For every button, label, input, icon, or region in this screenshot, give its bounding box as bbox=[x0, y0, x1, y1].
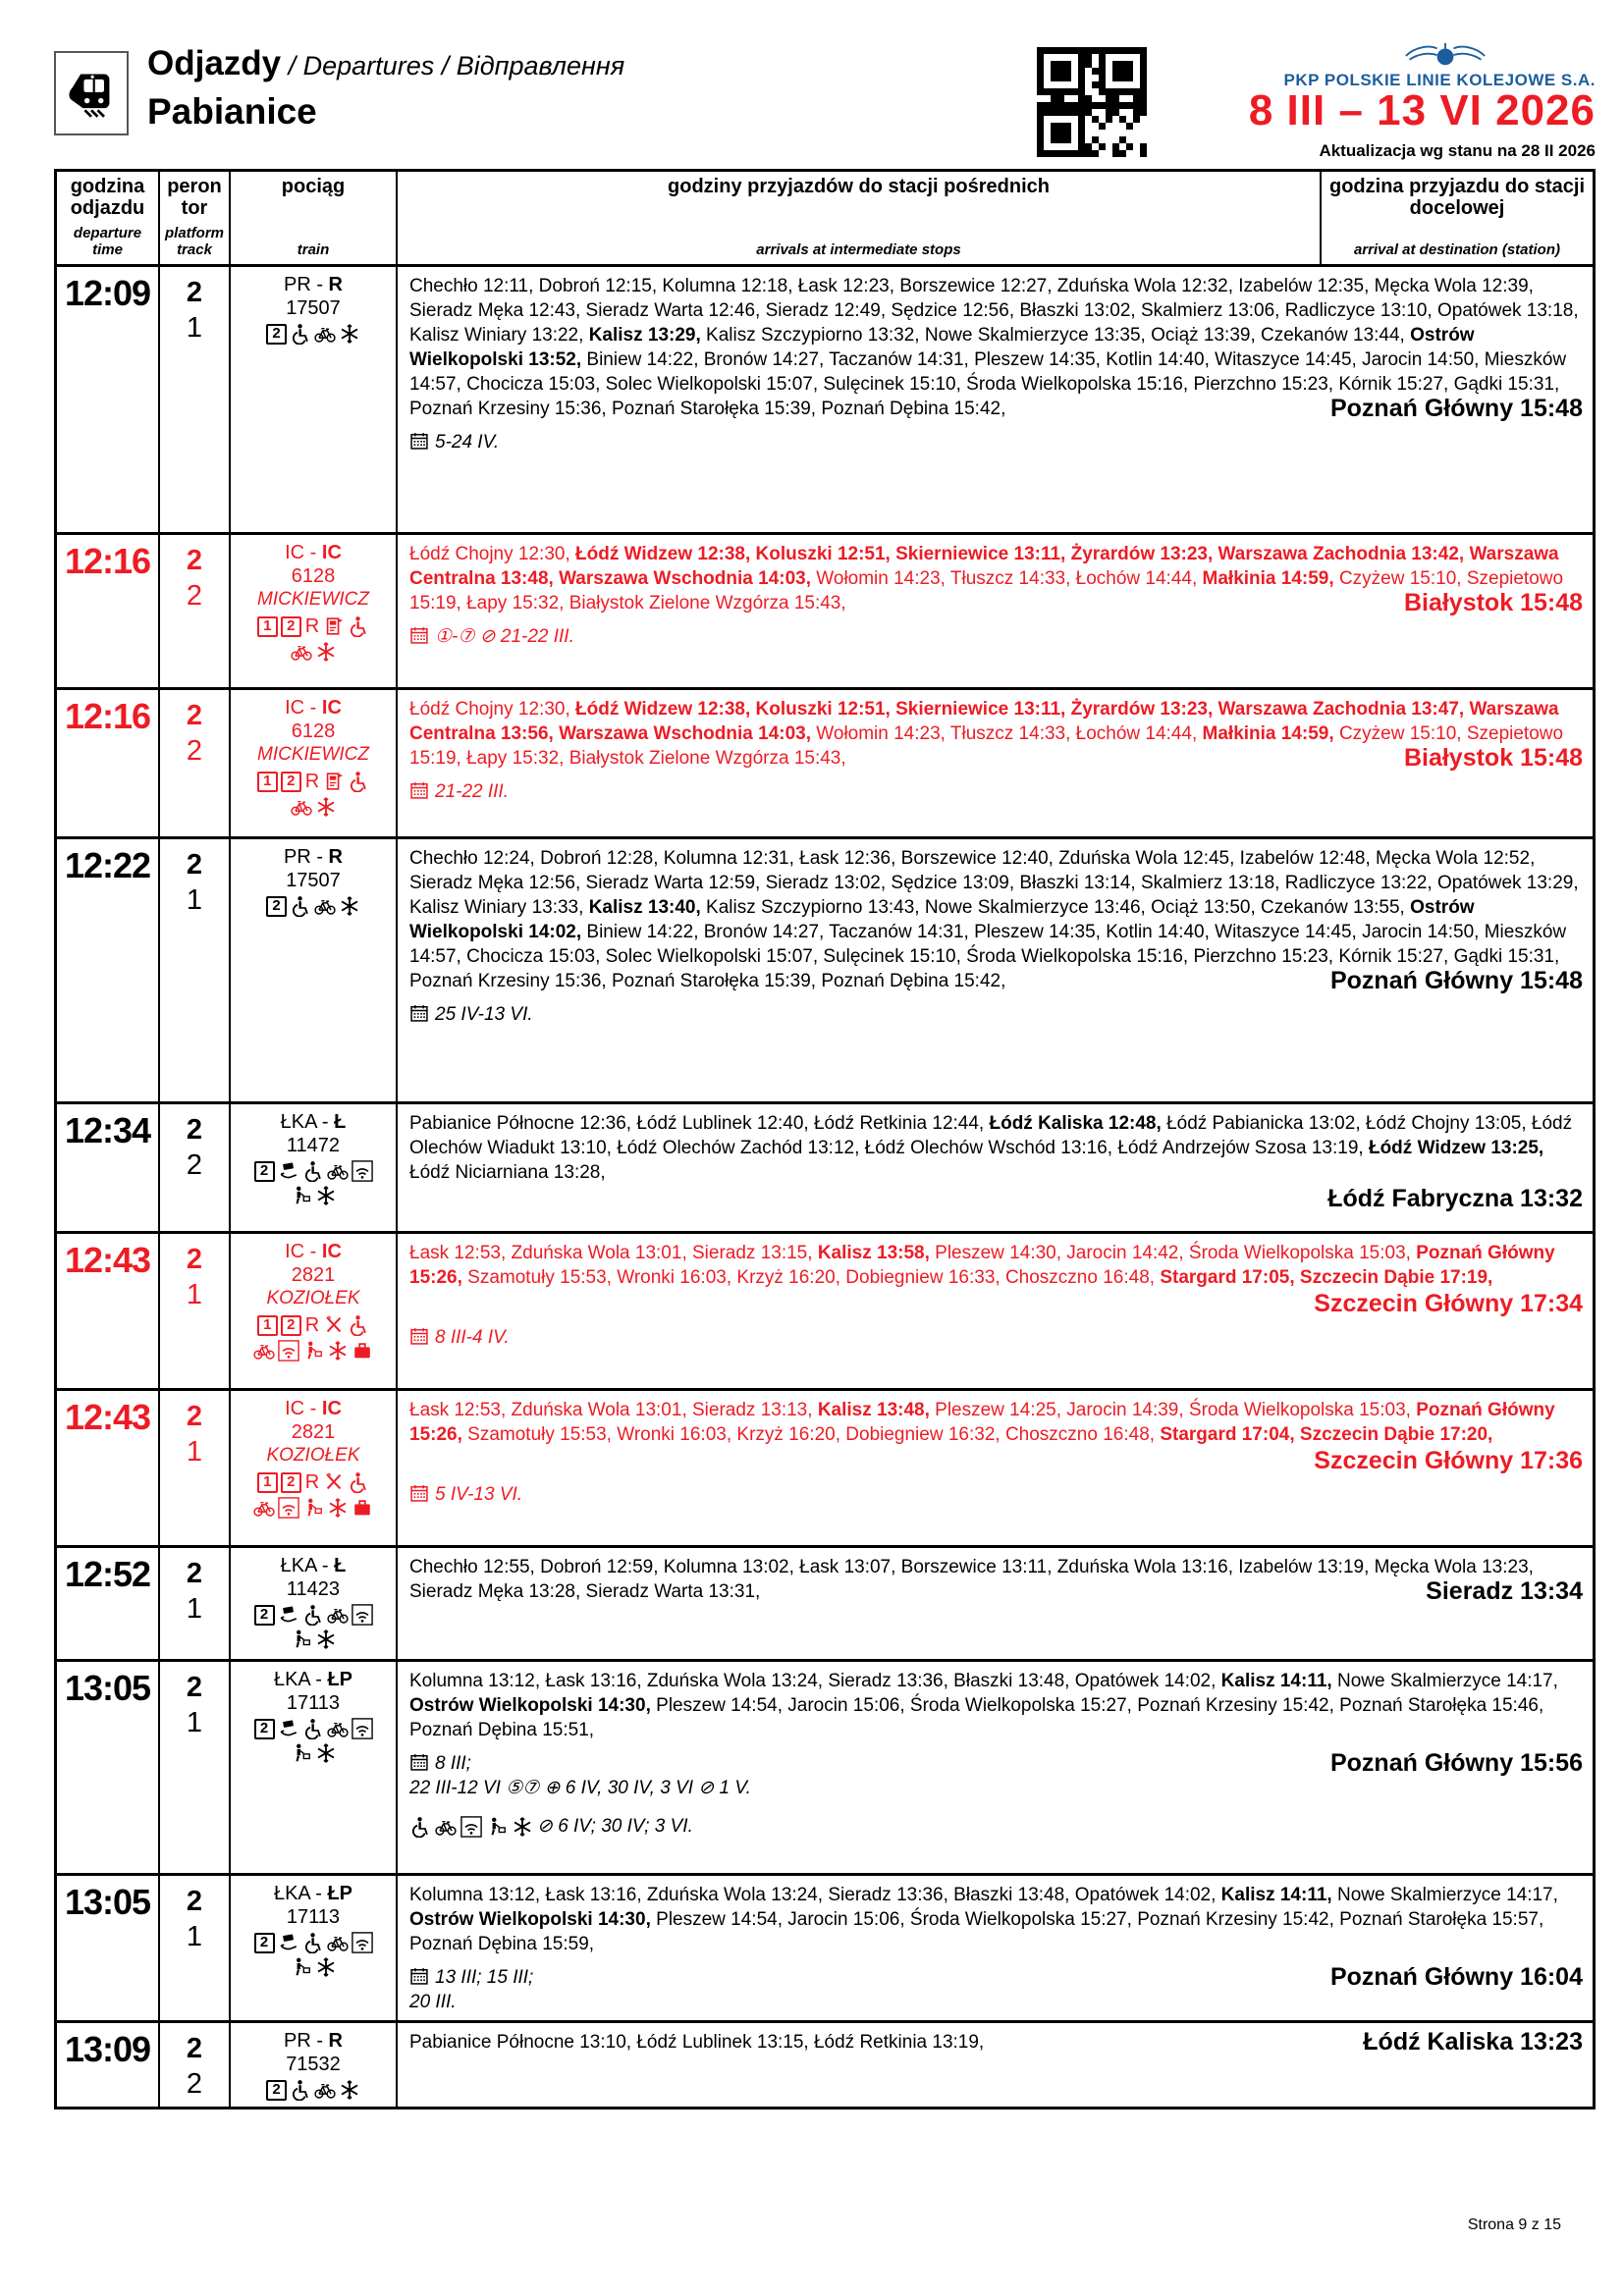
train-service-icons bbox=[233, 1313, 394, 1337]
class-1-icon: 1 bbox=[257, 1315, 278, 1336]
train-category: PR - R bbox=[283, 2030, 343, 2052]
stops-text: Łask 12:53, Zduńska Wola 13:01, Sieradz 13:13, Kalisz 13:48, Pleszew 14:25, Jarocin 14:39, Środa Wielkopolska 15:03, Poznań Główny 15:26, Szamotuły 15:53, Wronki 16:03, Krzyż 16:20, Dobiegniew 16:32, Choszczno 16:48, Stargard 17:04, Szczecin Dąbie 17:20, Szczecin Główny 17:36 bbox=[409, 1400, 1583, 1474]
train-name: MICKIEWICZ bbox=[257, 744, 369, 765]
bicycle-icon bbox=[291, 641, 312, 663]
timetable-row bbox=[57, 836, 1593, 1101]
stops-and-destination bbox=[396, 535, 1593, 687]
platform-number: 2 bbox=[186, 1244, 203, 1275]
bicycle-icon bbox=[253, 1340, 275, 1362]
wheelchair-icon bbox=[302, 1160, 324, 1182]
page-title-translations: / Departures / Відправлення bbox=[281, 51, 625, 80]
bicycle-icon bbox=[314, 895, 336, 917]
train-info bbox=[229, 1548, 396, 1659]
calendar-notes bbox=[409, 779, 1583, 804]
ticket-office-icon bbox=[323, 615, 345, 637]
train-category: IC - IC bbox=[285, 542, 342, 563]
train-number: 71532 bbox=[286, 2054, 341, 2075]
train-category: IC - IC bbox=[285, 697, 342, 719]
restriction-dates: ⊘ 6 IV; 30 IV; 3 VI. bbox=[537, 1816, 693, 1837]
operator-name: PKP POLSKIE LINIE KOLEJOWE S.A. bbox=[1283, 71, 1596, 89]
calendar-note: 5 IV-13 VI. bbox=[409, 1482, 1583, 1507]
conductor-icon bbox=[302, 1340, 324, 1362]
train-service-icons bbox=[233, 1185, 394, 1206]
class-2-icon: 2 bbox=[281, 1472, 301, 1493]
train-number: 6128 bbox=[291, 565, 336, 587]
stops-and-destination bbox=[396, 1548, 1593, 1659]
train-number: 17113 bbox=[286, 1692, 341, 1714]
col-header-destination: godzina przyjazdu do stacji docelowej arrival at destination (station) bbox=[1320, 172, 1593, 264]
train-info bbox=[229, 1876, 396, 2020]
calendar-note: 22 III-12 VI ⑤⑦ ⊕ 6 IV, 30 IV, 3 VI ⊘ 1 V. bbox=[409, 1778, 751, 1798]
departure-time: 12:16 bbox=[65, 696, 151, 736]
calendar-icon bbox=[409, 1966, 429, 1986]
calendar-note: 5-24 IV. bbox=[409, 430, 1583, 454]
snowflake-icon bbox=[339, 2079, 360, 2101]
timetable-row bbox=[57, 1388, 1593, 1545]
calendar-icon bbox=[409, 625, 429, 645]
platform-track bbox=[158, 1391, 229, 1545]
class-2-icon: 2 bbox=[254, 1933, 275, 1953]
bicycle-icon bbox=[314, 323, 336, 345]
ticket-sale-icon bbox=[278, 1932, 299, 1953]
stops-text: Łódź Chojny 12:30, Łódź Widzew 12:38, Koluszki 12:51, Skierniewice 13:11, Żyrardów 13:23, Warszawa Zachodnia 13:42, Warszawa Centralna 13:48, Warszawa Wschodnia 14:03, Wołomin 14:23, Tłuszcz 14:33, Łochów 14:44, Małkinia 14:59, Czyżew 15:10, Szepietowo 15:19, Łapy 15:32, Białystok Zielone Wzgórza 15:43, Białystok 15:48 bbox=[409, 544, 1583, 616]
restricted-service-icons bbox=[409, 1814, 1583, 1839]
calendar-icon bbox=[409, 1003, 429, 1023]
platform-number: 2 bbox=[186, 545, 203, 576]
platform-number: 2 bbox=[186, 1558, 203, 1589]
destination: Poznań Główny 15:56 bbox=[1329, 1749, 1583, 1777]
train-service-icons bbox=[233, 1742, 394, 1764]
departure-time: 12:09 bbox=[65, 273, 151, 313]
station-logo-box bbox=[54, 51, 129, 135]
wheelchair-icon bbox=[302, 1718, 324, 1739]
page-title: Odjazdy bbox=[147, 44, 282, 82]
stops-text: Chechło 12:11, Dobroń 12:15, Kolumna 12:18, Łask 12:23, Borszewice 12:27, Zduńska Wola 12:32, Izabelów 12:35, Męcka Wola 12:39, Sieradz Męka 12:43, Sieradz Warta 12:46, Sieradz 12:49, Sędzice 12:56, Błaszki 13:02, Skalmierz 13:06, Radliczyce 13:10, Opatówek 13:18, Kalisz Winiary 13:22, Kalisz 13:29, Kalisz Szczypiorno 13:32, Nowe Skalmierzyce 13:35, Ociąż 13:39, Czekanów 13:44, Ostrów Wielkopolski 13:52, Biniew 14:22, Bronów 14:27, Taczanów 14:31, Pleszew 14:35, Kotlin 14:40, Witaszyce 14:45, Jarocin 14:50, Mieszków 14:57, Chocicza 15:03, Solec Wielkopolski 15:07, Sulęcinek 15:10, Środa Wielkopolska 15:16, Pierzchno 15:23, Kórnik 15:27, Gądki 15:31, Poznań Krzesiny 15:36, Poznań Starołęka 15:39, Poznań Dębina 15:42, Poznań Główny 15:48 bbox=[409, 276, 1583, 422]
bicycle-icon bbox=[435, 1816, 457, 1838]
stops-text: Pabianice Północne 13:10, Łódź Lublinek 13:15, Łódź Retkinia 13:19, Łódź Kaliska 13:23 bbox=[409, 2028, 1583, 2056]
wheelchair-icon bbox=[348, 1314, 369, 1336]
bicycle-icon bbox=[253, 1497, 275, 1519]
class-2-icon: 2 bbox=[266, 896, 287, 917]
platform-track bbox=[158, 535, 229, 687]
track-number: 1 bbox=[186, 1921, 203, 1952]
timetable-row bbox=[57, 1101, 1593, 1231]
ticket-office-icon bbox=[323, 771, 345, 792]
train-service-icons bbox=[233, 1160, 394, 1182]
platform-number: 2 bbox=[186, 700, 203, 731]
wifi-icon bbox=[460, 1816, 482, 1838]
calendar-icon bbox=[409, 780, 429, 800]
wifi-icon bbox=[352, 1160, 373, 1182]
train-number: 2821 bbox=[291, 1421, 336, 1443]
train-service-icons bbox=[233, 614, 394, 638]
platform-number: 2 bbox=[186, 1672, 203, 1703]
train-service-icons bbox=[233, 1956, 394, 1978]
train-number: 17507 bbox=[286, 297, 341, 319]
col-header-departure-time: godzina odjazdu departure time bbox=[70, 176, 145, 258]
bicycle-icon bbox=[291, 796, 312, 818]
bicycle-icon bbox=[327, 1160, 349, 1182]
departure-time: 13:05 bbox=[65, 1882, 151, 1922]
conductor-icon bbox=[486, 1816, 508, 1838]
snowflake-icon bbox=[315, 1956, 337, 1978]
wifi-icon bbox=[352, 1932, 373, 1953]
platform-track bbox=[158, 267, 229, 532]
wheelchair-icon bbox=[302, 1932, 324, 1953]
stops-text: Łódź Chojny 12:30, Łódź Widzew 12:38, Koluszki 12:51, Skierniewice 13:11, Żyrardów 13:23, Warszawa Zachodnia 13:47, Warszawa Centralna 13:56, Warszawa Wschodnia 14:03, Wołomin 14:23, Tłuszcz 14:33, Łochów 14:44, Małkinia 14:59, Czyżew 15:10, Szepietowo 15:19, Łapy 15:32, Białystok Zielone Wzgórza 15:43, Białystok 15:48 bbox=[409, 699, 1583, 772]
stops-and-destination bbox=[396, 1662, 1593, 1873]
train-name: MICKIEWICZ bbox=[257, 589, 369, 610]
track-number: 1 bbox=[186, 312, 203, 344]
snowflake-icon bbox=[339, 895, 360, 917]
train-name: KOZIOŁEK bbox=[266, 1288, 360, 1308]
snowflake-icon bbox=[315, 641, 337, 663]
calendar-note: 8 III-4 IV. bbox=[409, 1325, 1583, 1350]
wheelchair-icon bbox=[290, 2079, 311, 2101]
platform-track bbox=[158, 839, 229, 1101]
track-number: 1 bbox=[186, 884, 203, 916]
calendar-notes bbox=[409, 1002, 1583, 1027]
train-number: 17507 bbox=[286, 870, 341, 891]
calendar-icon bbox=[409, 1752, 429, 1772]
conductor-icon bbox=[302, 1497, 324, 1519]
snowflake-icon bbox=[512, 1816, 533, 1838]
reservation-icon: R bbox=[304, 771, 320, 792]
reservation-icon: R bbox=[304, 1471, 320, 1493]
calendar-note: 21-22 III. bbox=[409, 779, 1583, 804]
train-info bbox=[229, 1662, 396, 1873]
col-header-train: pociąg train bbox=[229, 172, 396, 264]
qr-code bbox=[1037, 47, 1147, 157]
platform-track bbox=[158, 1662, 229, 1873]
table-header-row bbox=[57, 172, 1593, 267]
calendar-notes bbox=[409, 1482, 1583, 1507]
calendar-notes bbox=[409, 1965, 1583, 2014]
class-2-icon: 2 bbox=[281, 616, 301, 637]
train-category: ŁKA - Ł bbox=[280, 1111, 347, 1133]
destination: Szczecin Główny 17:34 bbox=[1314, 1290, 1583, 1317]
class-2-icon: 2 bbox=[281, 1315, 301, 1336]
departure-time: 13:05 bbox=[65, 1668, 151, 1708]
train-info bbox=[229, 1234, 396, 1388]
class-2-icon: 2 bbox=[266, 324, 287, 345]
track-number: 2 bbox=[186, 735, 203, 767]
col-header-intermediate-stops: godziny przyjazdów do stacji pośrednich arrivals at intermediate stops bbox=[396, 172, 1320, 264]
col-header-platform-track: peron tor platform track bbox=[158, 172, 229, 264]
destination: Poznań Główny 15:48 bbox=[1329, 395, 1583, 422]
snowflake-icon bbox=[315, 796, 337, 818]
class-2-icon: 2 bbox=[254, 1719, 275, 1739]
platform-number: 2 bbox=[186, 277, 203, 308]
ticket-sale-icon bbox=[278, 1160, 299, 1182]
calendar-notes bbox=[409, 1325, 1583, 1350]
stops-text: Kolumna 13:12, Łask 13:16, Zduńska Wola 13:24, Sieradz 13:36, Błaszki 13:48, Opatówek 14:02, Kalisz 14:11, Nowe Skalmierzyce 14:17, Ostrów Wielkopolski 14:30, Pleszew 14:54, Jarocin 15:06, Środa Wielkopolska 15:27, Poznań Krzesiny 15:42, Poznań Starołęka 15:46, Poznań Dębina 15:51, bbox=[409, 1671, 1558, 1740]
train-number: 17113 bbox=[286, 1906, 341, 1928]
reservation-icon: R bbox=[304, 615, 320, 637]
platform-number: 2 bbox=[186, 1401, 203, 1432]
train-service-icons bbox=[233, 1629, 394, 1650]
train-service-icons bbox=[233, 2079, 394, 2101]
train-icon bbox=[66, 65, 117, 122]
departure-time: 12:52 bbox=[65, 1554, 151, 1594]
wheelchair-icon bbox=[290, 895, 311, 917]
destination: Białystok 15:48 bbox=[1403, 589, 1583, 616]
departure-time: 12:43 bbox=[65, 1397, 151, 1437]
stops-text: Chechło 12:24, Dobroń 12:28, Kolumna 12:31, Łask 12:36, Borszewice 12:40, Zduńska Wola 12:45, Izabelów 12:48, Męcka Wola 12:52, Sieradz Męka 12:56, Sieradz Warta 12:59, Sieradz 13:02, Sędzice 13:09, Błaszki 13:14, Skalmierz 13:18, Radliczyce 13:22, Opatówek 13:29, Kalisz Winiary 13:33, Kalisz 13:40, Kalisz Szczypiorno 13:43, Nowe Skalmierzyce 13:46, Ociąż 13:50, Czekanów 13:55, Ostrów Wielkopolski 14:02, Biniew 14:22, Bronów 14:27, Taczanów 14:31, Pleszew 14:35, Kotlin 14:40, Witaszyce 14:45, Jarocin 14:50, Mieszków 14:57, Chocicza 15:03, Solec Wielkopolski 15:07, Sulęcinek 15:10, Środa Wielkopolska 15:16, Pierzchno 15:23, Kórnik 15:27, Gądki 15:31, Poznań Krzesiny 15:36, Poznań Starołęka 15:39, Poznań Dębina 15:42, Poznań Główny 15:48 bbox=[409, 848, 1583, 994]
track-number: 2 bbox=[186, 2068, 203, 2100]
destination: Poznań Główny 16:04 bbox=[1329, 1963, 1583, 1991]
train-service-icons bbox=[233, 796, 394, 818]
platform-track bbox=[158, 2023, 229, 2107]
destination: Białystok 15:48 bbox=[1403, 744, 1583, 772]
restaurant-icon bbox=[323, 1471, 345, 1493]
conductor-icon bbox=[291, 1742, 312, 1764]
table-body bbox=[57, 267, 1593, 2107]
train-category: IC - IC bbox=[285, 1241, 342, 1262]
train-number: 6128 bbox=[291, 721, 336, 742]
class-2-icon: 2 bbox=[254, 1161, 275, 1182]
train-number: 11423 bbox=[286, 1578, 341, 1600]
timetable-row bbox=[57, 267, 1593, 532]
departure-time: 12:22 bbox=[65, 845, 151, 885]
calendar-note: 8 III; bbox=[409, 1751, 1583, 1776]
snowflake-icon bbox=[339, 323, 360, 345]
departure-time: 12:34 bbox=[65, 1110, 151, 1150]
track-number: 1 bbox=[186, 1707, 203, 1738]
stops-and-destination bbox=[396, 2023, 1593, 2107]
reservation-icon: R bbox=[304, 1314, 320, 1336]
bicycle-icon bbox=[327, 1932, 349, 1953]
station-name: Pabianice bbox=[147, 91, 317, 132]
train-number: 2821 bbox=[291, 1264, 336, 1286]
wheelchair-icon bbox=[409, 1816, 431, 1838]
train-info bbox=[229, 1104, 396, 1231]
train-category: ŁKA - ŁP bbox=[273, 1883, 353, 1904]
platform-number: 2 bbox=[186, 1114, 203, 1146]
departure-time: 12:16 bbox=[65, 541, 151, 581]
train-info bbox=[229, 690, 396, 836]
operator-brand bbox=[1284, 41, 1596, 90]
platform-number: 2 bbox=[186, 1886, 203, 1917]
departure-time: 13:09 bbox=[65, 2029, 151, 2069]
calendar-icon bbox=[409, 1483, 429, 1503]
train-service-icons bbox=[233, 895, 394, 917]
class-2-icon: 2 bbox=[266, 2080, 287, 2101]
wheelchair-icon bbox=[302, 1604, 324, 1626]
conductor-icon bbox=[291, 1956, 312, 1978]
timetable-row bbox=[57, 687, 1593, 836]
ticket-sale-icon bbox=[278, 1604, 299, 1626]
class-2-icon: 2 bbox=[254, 1605, 275, 1626]
bicycle-icon bbox=[327, 1604, 349, 1626]
stops-and-destination bbox=[396, 267, 1593, 532]
train-info bbox=[229, 267, 396, 532]
train-category: IC - IC bbox=[285, 1398, 342, 1419]
train-number: 11472 bbox=[286, 1135, 341, 1156]
validity-period: 8 III – 13 VI 2026 bbox=[1248, 86, 1596, 134]
train-category: PR - R bbox=[283, 274, 343, 295]
track-number: 2 bbox=[186, 1149, 203, 1181]
timetable-row bbox=[57, 1659, 1593, 1873]
calendar-notes bbox=[409, 430, 1583, 454]
wheelchair-icon bbox=[348, 771, 369, 792]
platform-number: 2 bbox=[186, 2033, 203, 2064]
stops-text: Pabianice Północne 12:36, Łódź Lublinek 12:40, Łódź Retkinia 12:44, Łódź Kaliska 12:48, Łódź Pabianicka 13:02, Łódź Chojny 13:05, Łódź Olechów Wiadukt 13:10, Łódź Olechów Zachód 13:12, Łódź Olechów Wschód 13:16, Łódź Andrzejów Szosa 13:19, Łódź Widzew 13:25, Łódź Niciarniana 13:28, Łódź Fabryczna 13:32 bbox=[409, 1113, 1583, 1212]
class-1-icon: 1 bbox=[257, 1472, 278, 1493]
class-1-icon: 1 bbox=[257, 772, 278, 792]
platform-number: 2 bbox=[186, 849, 203, 881]
stops-text: Łask 12:53, Zduńska Wola 13:01, Sieradz 13:15, Kalisz 13:58, Pleszew 14:30, Jarocin 14:42, Środa Wielkopolska 15:03, Poznań Główny 15:26, Szamotuły 15:53, Wronki 16:03, Krzyż 16:20, Dobiegniew 16:33, Choszczno 16:48, Stargard 17:05, Szczecin Dąbie 17:19, Szczecin Główny 17:34 bbox=[409, 1243, 1583, 1317]
snowflake-icon bbox=[327, 1340, 349, 1362]
update-note: Aktualizacja wg stanu na 28 II 2026 bbox=[1319, 141, 1596, 160]
snowflake-icon bbox=[327, 1497, 349, 1519]
snowflake-icon bbox=[315, 1629, 337, 1650]
page-number: Strona 9 z 15 bbox=[1467, 2216, 1561, 2233]
pkp-eagle-icon bbox=[1403, 41, 1488, 69]
calendar-note: ①-⑦ ⊘ 21-22 III. bbox=[409, 624, 1583, 649]
wifi-icon bbox=[278, 1340, 299, 1362]
platform-track bbox=[158, 1548, 229, 1659]
stops-and-destination bbox=[396, 690, 1593, 836]
train-service-icons bbox=[233, 641, 394, 663]
track-number: 1 bbox=[186, 1436, 203, 1468]
train-info bbox=[229, 535, 396, 687]
timetable-row bbox=[57, 2020, 1593, 2107]
track-number: 1 bbox=[186, 1279, 203, 1310]
platform-track bbox=[158, 1876, 229, 2020]
train-info bbox=[229, 839, 396, 1101]
class-2-icon: 2 bbox=[281, 772, 301, 792]
page-header bbox=[147, 43, 624, 133]
wheelchair-icon bbox=[290, 323, 311, 345]
platform-track bbox=[158, 690, 229, 836]
stops-and-destination bbox=[396, 839, 1593, 1101]
departure-time: 12:43 bbox=[65, 1240, 151, 1280]
wheelchair-icon bbox=[348, 615, 369, 637]
wheelchair-icon bbox=[348, 1471, 369, 1493]
wifi-icon bbox=[278, 1497, 299, 1519]
snowflake-icon bbox=[315, 1185, 337, 1206]
track-number: 1 bbox=[186, 1593, 203, 1625]
wifi-icon bbox=[352, 1718, 373, 1739]
train-info bbox=[229, 1391, 396, 1545]
destination: Łódź Fabryczna 13:32 bbox=[1327, 1185, 1583, 1212]
train-category: PR - R bbox=[283, 846, 343, 868]
timetable-row bbox=[57, 532, 1593, 687]
restaurant-icon bbox=[323, 1314, 345, 1336]
luggage-icon bbox=[352, 1340, 373, 1362]
stops-text: Kolumna 13:12, Łask 13:16, Zduńska Wola 13:24, Sieradz 13:36, Błaszki 13:48, Opatówek 14:02, Kalisz 14:11, Nowe Skalmierzyce 14:17, Ostrów Wielkopolski 14:30, Pleszew 14:54, Jarocin 15:06, Środa Wielkopolska 15:27, Poznań Krzesiny 15:42, Poznań Starołęka 15:57, Poznań Dębina 15:59, bbox=[409, 1885, 1558, 1954]
conductor-icon bbox=[291, 1185, 312, 1206]
snowflake-icon bbox=[315, 1742, 337, 1764]
track-number: 2 bbox=[186, 580, 203, 612]
timetable-row bbox=[57, 1231, 1593, 1388]
timetable-row bbox=[57, 1873, 1593, 2020]
class-1-icon: 1 bbox=[257, 616, 278, 637]
destination: Szczecin Główny 17:36 bbox=[1314, 1447, 1583, 1474]
train-service-icons bbox=[233, 1932, 394, 1953]
calendar-icon bbox=[409, 431, 429, 451]
train-name: KOZIOŁEK bbox=[266, 1445, 360, 1466]
calendar-note: 13 III; 15 III; bbox=[409, 1965, 1583, 1990]
bicycle-icon bbox=[314, 2079, 336, 2101]
destination: Sieradz 13:34 bbox=[1426, 1577, 1583, 1605]
calendar-notes bbox=[409, 1751, 1583, 1839]
stops-and-destination bbox=[396, 1876, 1593, 2020]
train-service-icons bbox=[233, 1470, 394, 1494]
train-service-icons bbox=[233, 1497, 394, 1519]
destination: Łódź Kaliska 13:23 bbox=[1363, 2028, 1583, 2056]
wifi-icon bbox=[352, 1604, 373, 1626]
stops-and-destination bbox=[396, 1391, 1593, 1545]
train-service-icons bbox=[233, 1604, 394, 1626]
train-service-icons bbox=[233, 1340, 394, 1362]
ticket-sale-icon bbox=[278, 1718, 299, 1739]
destination: Poznań Główny 15:48 bbox=[1329, 967, 1583, 994]
stops-and-destination bbox=[396, 1104, 1593, 1231]
departures-table bbox=[54, 169, 1596, 2109]
train-category: ŁKA - Ł bbox=[280, 1555, 347, 1576]
conductor-icon bbox=[291, 1629, 312, 1650]
calendar-notes bbox=[409, 624, 1583, 649]
calendar-icon bbox=[409, 1326, 429, 1346]
bicycle-icon bbox=[327, 1718, 349, 1739]
train-service-icons bbox=[233, 770, 394, 793]
stops-and-destination bbox=[396, 1234, 1593, 1388]
calendar-note: 25 IV-13 VI. bbox=[409, 1002, 1583, 1027]
train-service-icons bbox=[233, 323, 394, 345]
platform-track bbox=[158, 1234, 229, 1388]
timetable-row bbox=[57, 1545, 1593, 1659]
luggage-icon bbox=[352, 1497, 373, 1519]
train-category: ŁKA - ŁP bbox=[273, 1669, 353, 1690]
calendar-note: 20 III. bbox=[409, 1992, 457, 2012]
stops-text: Chechło 12:55, Dobroń 12:59, Kolumna 13:02, Łask 13:07, Borszewice 13:11, Zduńska Wola 13:16, Izabelów 13:19, Męcka Wola 13:23, Sieradz Męka 13:28, Sieradz Warta 13:31, Sieradz 13:34 bbox=[409, 1557, 1583, 1605]
platform-track bbox=[158, 1104, 229, 1231]
train-service-icons bbox=[233, 1718, 394, 1739]
train-info bbox=[229, 2023, 396, 2107]
